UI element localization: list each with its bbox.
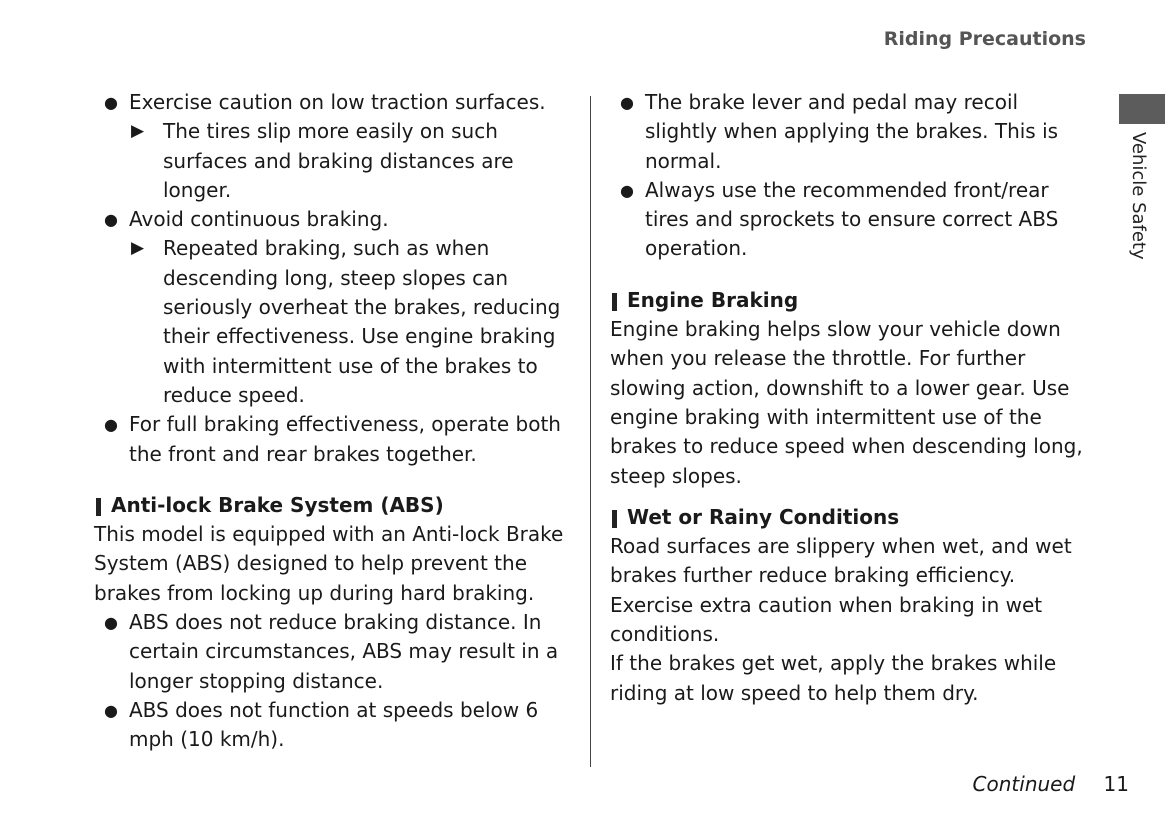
sub-item: ▶ The tires slip more easily on such surfaces and braking distances are longer. [94,117,566,205]
paragraph: If the brakes get wet, apply the brakes while riding at low speed to help them dry. [610,651,1057,705]
section-heading-engine-braking: Engine Braking [610,286,1096,315]
bullet-item: ● ABS does not reduce braking distance. In certain circumstances, ABS may result in a longer stopping distance. [94,608,566,696]
right-column [610,88,1096,708]
section-tab-label: Vehicle Safety [1128,132,1149,260]
bullet-item: ● For full braking effectiveness, operate both the front and rear brakes together. [94,410,566,469]
bullet-item: ● Exercise caution on low traction surfaces. [94,88,566,117]
bullet-item: ● Avoid continuous braking. [94,205,566,234]
page-footer [973,772,1129,796]
bullet-item: ● ABS does not function at speeds below 6 mph (10 km/h). [94,696,566,755]
paragraph: Engine braking helps slow your vehicle down when you release the throttle. For further slowing action, downshift to a lower gear. Use engine braking with intermittent use of the brakes to reduce speed when descending long, steep slopes. [610,317,1083,488]
paragraph: This model is equipped with an Anti-lock Brake System (ABS) designed to help prevent the brakes from locking up during hard braking. [94,522,564,605]
paragraph: Road surfaces are slippery when wet, and wet brakes further reduce braking efficiency. Exercise extra caution when braking in wet conditions. [610,534,1072,647]
bullet-item: ● Always use the recommended front/rear tires and sprockets to ensure correct ABS operation. [610,176,1096,264]
sub-item: ▶ Repeated braking, such as when descending long, steep slopes can seriously overheat the brakes, reducing their effectiveness. Use engine braking with intermittent use of the brakes to reduce speed. [94,234,566,410]
bullet-item: ● The brake lever and pedal may recoil slightly when applying the brakes. This is normal. [610,88,1096,176]
section-heading-abs: Anti-lock Brake System (ABS) [94,491,566,520]
page-number: 11 [1103,772,1129,796]
column-divider [590,96,591,767]
continued-label: Continued [972,772,1076,796]
section-heading-wet-conditions: Wet or Rainy Conditions [610,503,1096,532]
left-column [94,88,566,755]
section-tab-marker [1119,94,1165,124]
page-header-title: Riding Precautions [883,28,1086,50]
